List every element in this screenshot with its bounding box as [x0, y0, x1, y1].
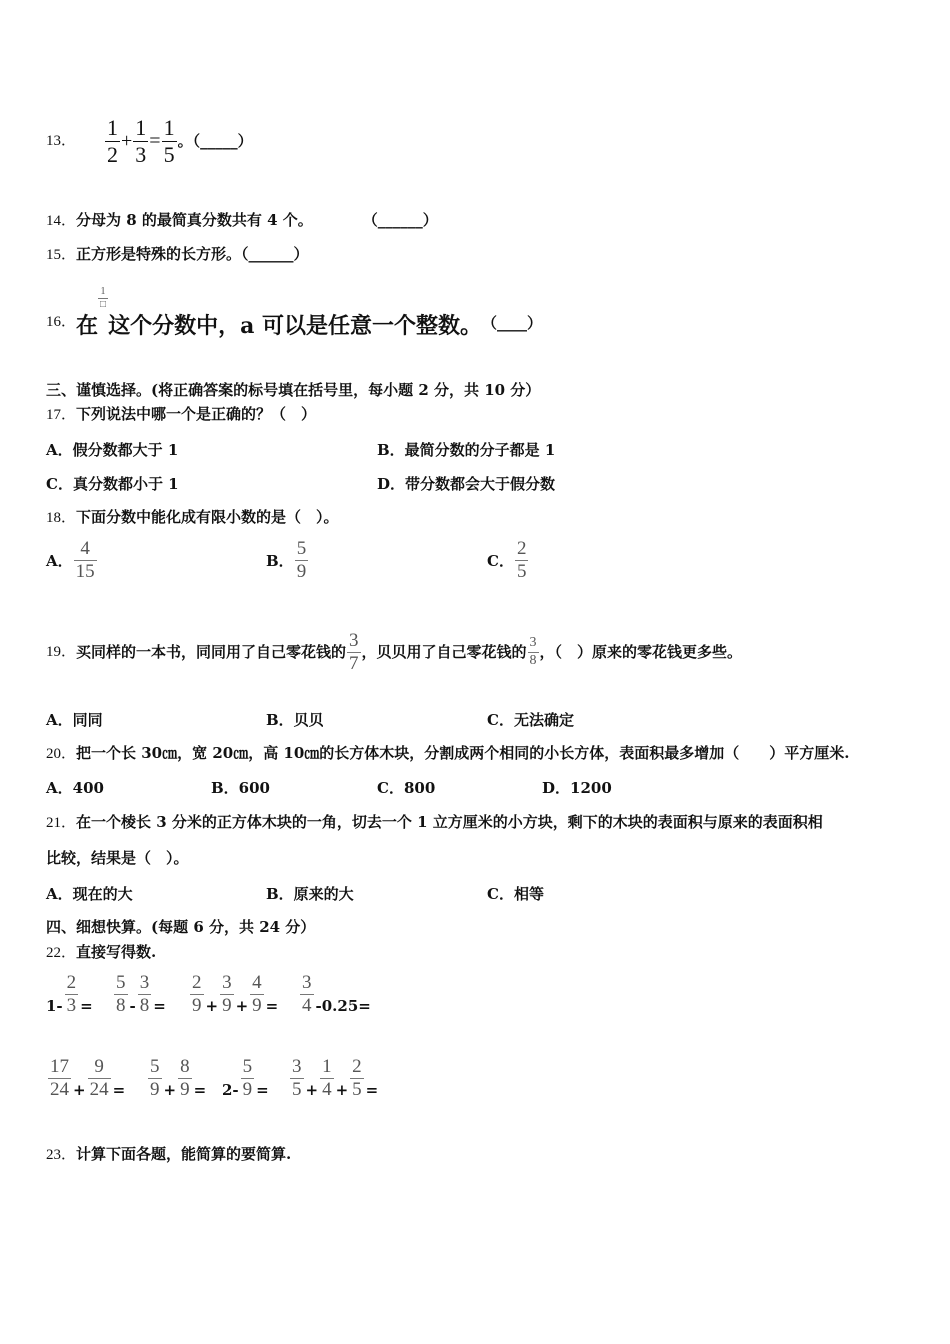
question-number: 19． — [46, 644, 77, 660]
fraction: $\frac{3}{8}$ — [529, 635, 537, 668]
q18-option-b[interactable] — [266, 538, 309, 583]
expression-1: 1- $\frac{2}{3}$ = — [46, 972, 93, 1016]
question-number: 16． — [46, 314, 77, 330]
fraction: $\frac{1}{2}$ — [107, 115, 119, 167]
question-text: 计算下面各题，能简算的要简算. — [76, 1145, 292, 1163]
fraction: $\frac{5}{9}$ — [242, 1056, 253, 1100]
fraction: $\frac{2}{5}$ — [352, 1056, 362, 1100]
question-15 — [46, 244, 309, 265]
fraction: $\frac{3}{7}$ — [349, 629, 359, 674]
question-text: 下面分数中能化成有限小数的是（ ）。 — [76, 508, 339, 526]
fraction: $\frac{4}{9}$ — [252, 972, 262, 1016]
question-number: 18． — [46, 510, 77, 526]
fraction: $\frac{2}{3}$ — [66, 972, 77, 1016]
fraction: $\frac{3}{8}$ — [139, 972, 150, 1016]
option-label: A． — [46, 551, 73, 570]
option-label: C． — [487, 551, 514, 570]
q20-option-d[interactable]: D．1200 — [542, 779, 612, 797]
option-label: B． — [266, 551, 294, 570]
fraction: $\frac{1}{□}$ — [100, 286, 107, 310]
question-text: 在一个棱长 3 分米的正方体木块的一角，切去一个 1 立方厘米的小方块，剩下的木块的表面积与原来的表面积相 — [76, 813, 823, 831]
question-text: 买同样的一本书，同同用了自己零花钱的 — [76, 643, 347, 661]
expression-6: $\frac{5}{9}$ + $\frac{8}{9}$ = — [150, 1056, 207, 1100]
equals-sign: = — [149, 130, 161, 152]
q17-option-d[interactable]: D．带分数都会大于假分数 — [377, 475, 556, 493]
expression-8: $\frac{3}{5}$ + $\frac{1}{4}$ + $\frac{2}{5}$ = — [292, 1056, 379, 1100]
question-text: ，（ ）原来的零花钱更多些。 — [539, 643, 743, 661]
fraction: $\frac{1}{3}$ — [135, 115, 147, 167]
fraction: $\frac{5}{9}$ — [150, 1056, 160, 1100]
question-number: 22． — [46, 945, 77, 961]
q17-option-c[interactable]: C．真分数都小于 1 — [46, 475, 179, 493]
q21-option-c[interactable]: C．相等 — [487, 885, 544, 903]
question-text: 下列说法中哪一个是正确的？（ ） — [76, 405, 317, 423]
q17-option-a[interactable]: A．假分数都大于 1 — [46, 441, 179, 459]
q19-option-c[interactable]: C．无法确定 — [487, 711, 574, 729]
plus-sign: + — [121, 130, 133, 152]
fraction: $\frac{2}{9}$ — [192, 972, 202, 1016]
fraction: $\frac{1}{4}$ — [322, 1056, 332, 1100]
fraction: $\frac{17}{24}$ — [50, 1056, 69, 1100]
fraction: $\frac{1}{5}$ — [163, 115, 175, 167]
fraction: $\frac{2}{5}$ — [516, 538, 527, 582]
question-21-continued: 比较，结果是（ ）。 — [46, 849, 189, 867]
fraction: $\frac{3}{4}$ — [302, 972, 312, 1016]
answer-blank: （______） — [362, 211, 438, 229]
question-18 — [46, 507, 339, 528]
q18-option-a[interactable] — [46, 538, 98, 583]
q19-option-a[interactable]: A．同同 — [46, 711, 103, 729]
q20-option-a[interactable]: A．400 — [46, 779, 104, 797]
question-19 — [46, 624, 742, 680]
answer-blank: （____） — [482, 314, 543, 332]
question-23 — [46, 1144, 291, 1165]
q18-option-c[interactable] — [487, 538, 529, 583]
question-text: 这个分数中，a 可以是任意一个整数。 — [108, 313, 482, 339]
question-13 — [46, 112, 253, 170]
section-4-heading: 四、细想快算。(每题 6 分，共 24 分） — [46, 918, 316, 936]
fraction: $\frac{5}{9}$ — [296, 538, 307, 582]
question-text: 正方形是特殊的长方形。（______） — [76, 245, 309, 263]
question-text: ，贝贝用了自己零花钱的 — [361, 643, 527, 661]
expression-7: 2- $\frac{5}{9}$ = — [222, 1056, 269, 1100]
q21-option-b[interactable]: B．原来的大 — [266, 885, 354, 903]
q19-option-b[interactable]: B．贝贝 — [266, 711, 324, 729]
question-number: 15． — [46, 247, 77, 263]
q20-option-b[interactable]: B．600 — [211, 779, 270, 797]
question-text-prefix: 在 — [76, 313, 99, 339]
question-21 — [46, 812, 823, 833]
question-text: 把一个长 30㎝，宽 20㎝，高 10㎝的长方体木块，分割成两个相同的小长方体，表面积最多增加（ ）平方厘米. — [76, 744, 850, 762]
answer-blank: 。（_____） — [177, 132, 253, 150]
expression-3: $\frac{2}{9}$ + $\frac{3}{9}$ + $\frac{4}{9}$ = — [192, 972, 279, 1016]
fraction: $\frac{5}{8}$ — [116, 972, 126, 1016]
q20-option-c[interactable]: C．800 — [377, 779, 436, 797]
question-number: 20． — [46, 746, 77, 762]
question-number: 14． — [46, 213, 77, 229]
expression-2: $\frac{5}{8}$ - $\frac{3}{8}$ = — [116, 972, 166, 1016]
question-22 — [46, 942, 156, 963]
q17-option-b[interactable]: B．最简分数的分子都是 1 — [377, 441, 556, 459]
expression-5: $\frac{17}{24}$ + $\frac{9}{24}$ = — [50, 1056, 126, 1100]
q21-option-a[interactable]: A．现在的大 — [46, 885, 133, 903]
fraction: $\frac{8}{9}$ — [180, 1056, 190, 1100]
question-17 — [46, 404, 316, 425]
fraction: $\frac{9}{24}$ — [89, 1056, 109, 1100]
section-3-heading: 三、谨慎选择。(将正确答案的标号填在括号里，每小题 2 分，共 10 分） — [46, 381, 541, 399]
question-number: 17． — [46, 407, 77, 423]
fraction: $\frac{3}{5}$ — [292, 1056, 302, 1100]
fraction: $\frac{4}{15}$ — [75, 538, 95, 582]
question-14 — [46, 210, 438, 231]
fraction: $\frac{3}{9}$ — [222, 972, 232, 1016]
question-number: 21． — [46, 815, 77, 831]
question-number: 13． — [46, 133, 77, 149]
question-number: 23． — [46, 1147, 77, 1163]
question-20 — [46, 743, 850, 764]
expression-4: $\frac{3}{4}$ -0.25= — [302, 972, 371, 1016]
question-text: 直接写得数. — [76, 943, 157, 961]
question-text: 分母为 8 的最简真分数共有 4 个。 — [76, 211, 313, 229]
question-16 — [46, 286, 543, 339]
